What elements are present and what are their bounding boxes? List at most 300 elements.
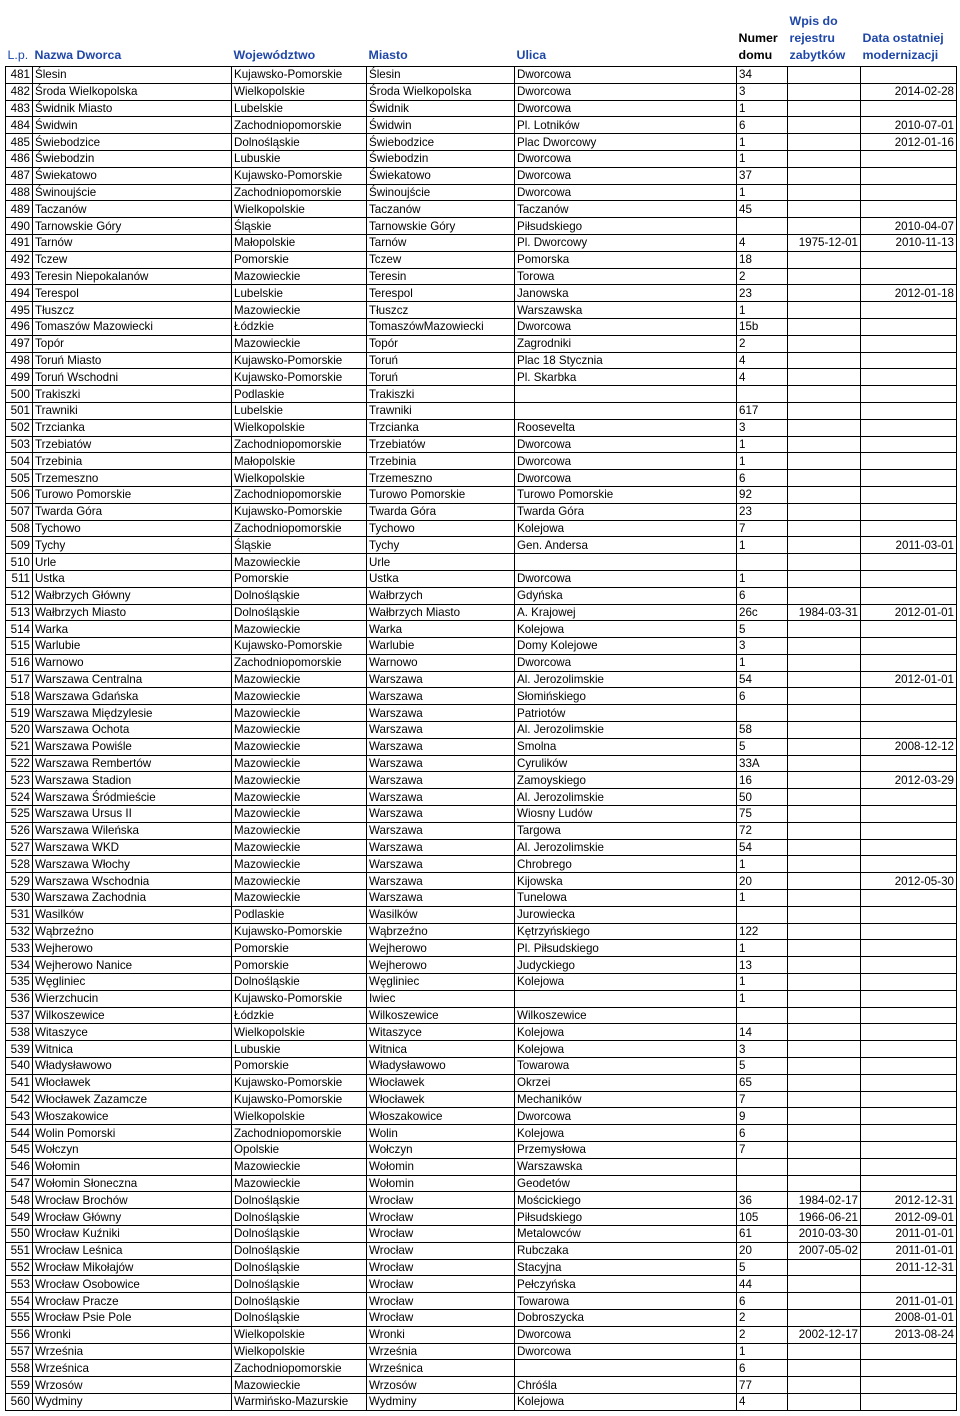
cell-wojewodztwo: Mazowieckie (232, 738, 367, 755)
cell-wpis-do-rejestru (788, 335, 861, 352)
cell-nazwa-dworca: Tarnów (33, 234, 232, 251)
cell-ulica: Kijowska (515, 873, 737, 890)
cell-miasto: Wronki (367, 1326, 515, 1343)
cell-lp: 554 (6, 1293, 33, 1310)
cell-data-modernizacji (861, 470, 957, 487)
cell-wojewodztwo: Kujawsko-Pomorskie (232, 638, 367, 655)
cell-wpis-do-rejestru (788, 822, 861, 839)
cell-data-modernizacji (861, 990, 957, 1007)
cell-ulica: Dworcowa (515, 570, 737, 587)
cell-miasto: Warszawa (367, 839, 515, 856)
cell-miasto: Wołczyn (367, 1142, 515, 1159)
cell-wojewodztwo: Mazowieckie (232, 856, 367, 873)
cell-data-modernizacji (861, 1343, 957, 1360)
cell-ulica: Gen. Andersa (515, 537, 737, 554)
cell-miasto: Warszawa (367, 806, 515, 823)
cell-data-modernizacji (861, 906, 957, 923)
cell-lp: 484 (6, 117, 33, 134)
cell-wpis-do-rejestru (788, 1007, 861, 1024)
cell-lp: 499 (6, 369, 33, 386)
cell-ulica: Patriotów (515, 705, 737, 722)
table-row (6, 218, 957, 235)
table-row (6, 806, 957, 823)
cell-wojewodztwo: Mazowieckie (232, 839, 367, 856)
cell-wpis-do-rejestru (788, 1343, 861, 1360)
cell-lp: 539 (6, 1041, 33, 1058)
cell-miasto: Trzebiatów (367, 436, 515, 453)
cell-numer-domu: 45 (737, 201, 788, 218)
cell-ulica: Kętrzyńskiego (515, 923, 737, 940)
cell-numer-domu: 36 (737, 1192, 788, 1209)
cell-miasto: Wydminy (367, 1393, 515, 1410)
cell-lp: 491 (6, 234, 33, 251)
cell-nazwa-dworca: Warka (33, 621, 232, 638)
cell-nazwa-dworca: Witaszyce (33, 1024, 232, 1041)
cell-lp: 495 (6, 302, 33, 319)
table-row (6, 1242, 957, 1259)
cell-data-modernizacji: 2010-11-13 (861, 234, 957, 251)
cell-data-modernizacji: 2012-09-01 (861, 1209, 957, 1226)
table-row (6, 1309, 957, 1326)
table-row (6, 755, 957, 772)
cell-ulica: Twarda Góra (515, 503, 737, 520)
header-nazwa-dworca: Nazwa Dworca (34, 48, 122, 62)
cell-lp: 488 (6, 184, 33, 201)
cell-numer-domu: 18 (737, 251, 788, 268)
cell-miasto: Iwiec (367, 990, 515, 1007)
cell-nazwa-dworca: Witnica (33, 1041, 232, 1058)
cell-lp: 519 (6, 705, 33, 722)
cell-wpis-do-rejestru (788, 1276, 861, 1293)
cell-miasto: Wejherowo (367, 957, 515, 974)
cell-nazwa-dworca: Wrocław Brochów (33, 1192, 232, 1209)
cell-wpis-do-rejestru: 2002-12-17 (788, 1326, 861, 1343)
cell-data-modernizacji (861, 1007, 957, 1024)
cell-wojewodztwo: Kujawsko-Pomorskie (232, 167, 367, 184)
cell-wojewodztwo: Wielkopolskie (232, 83, 367, 100)
cell-numer-domu (737, 1158, 788, 1175)
cell-data-modernizacji (861, 453, 957, 470)
cell-miasto: Trzebinia (367, 453, 515, 470)
cell-wojewodztwo: Mazowieckie (232, 772, 367, 789)
cell-wojewodztwo: Kujawsko-Pomorskie (232, 923, 367, 940)
cell-ulica: Kolejowa (515, 1041, 737, 1058)
cell-data-modernizacji: 2012-12-31 (861, 1192, 957, 1209)
cell-wojewodztwo: Mazowieckie (232, 1158, 367, 1175)
cell-lp: 505 (6, 470, 33, 487)
cell-miasto: Wrocław (367, 1309, 515, 1326)
cell-ulica: Dworcowa (515, 654, 737, 671)
cell-wojewodztwo: Kujawsko-Pomorskie (232, 503, 367, 520)
cell-numer-domu: 122 (737, 923, 788, 940)
table-row (6, 1393, 957, 1410)
cell-ulica: Al. Jerozolimskie (515, 789, 737, 806)
cell-miasto: Tychowo (367, 520, 515, 537)
cell-wpis-do-rejestru (788, 772, 861, 789)
cell-miasto: Węgliniec (367, 974, 515, 991)
cell-data-modernizacji: 2013-08-24 (861, 1326, 957, 1343)
cell-wpis-do-rejestru (788, 537, 861, 554)
cell-wojewodztwo: Pomorskie (232, 957, 367, 974)
cell-data-modernizacji (861, 302, 957, 319)
cell-ulica: Kolejowa (515, 520, 737, 537)
cell-numer-domu: 1 (737, 940, 788, 957)
cell-lp: 509 (6, 537, 33, 554)
table-row (6, 604, 957, 621)
cell-lp: 533 (6, 940, 33, 957)
table-row (6, 638, 957, 655)
cell-ulica: Dworcowa (515, 184, 737, 201)
cell-data-modernizacji (861, 318, 957, 335)
cell-numer-domu: 26c (737, 604, 788, 621)
cell-ulica: Tunelowa (515, 890, 737, 907)
cell-nazwa-dworca: Ustka (33, 570, 232, 587)
cell-nazwa-dworca: Wasilków (33, 906, 232, 923)
cell-wpis-do-rejestru (788, 856, 861, 873)
cell-miasto: Trakiszki (367, 386, 515, 403)
table-row (6, 150, 957, 167)
cell-data-modernizacji (861, 1142, 957, 1159)
cell-wojewodztwo: Mazowieckie (232, 621, 367, 638)
cell-miasto: Warszawa (367, 688, 515, 705)
cell-wojewodztwo: Podlaskie (232, 386, 367, 403)
cell-ulica: Dworcowa (515, 470, 737, 487)
cell-miasto: Warszawa (367, 873, 515, 890)
cell-wojewodztwo: Śląskie (232, 218, 367, 235)
cell-ulica: Janowska (515, 285, 737, 302)
cell-lp: 534 (6, 957, 33, 974)
cell-ulica: Cyrulików (515, 755, 737, 772)
table-row (6, 369, 957, 386)
cell-nazwa-dworca: Tychowo (33, 520, 232, 537)
table-row (6, 1091, 957, 1108)
stations-table (5, 6, 957, 1411)
cell-data-modernizacji (861, 520, 957, 537)
cell-numer-domu: 4 (737, 352, 788, 369)
cell-miasto: Wołomin (367, 1175, 515, 1192)
cell-nazwa-dworca: Topór (33, 335, 232, 352)
cell-ulica: Mościckiego (515, 1192, 737, 1209)
cell-numer-domu: 6 (737, 587, 788, 604)
table-row (6, 940, 957, 957)
cell-lp: 482 (6, 83, 33, 100)
cell-miasto: Ślesin (367, 67, 515, 84)
cell-data-modernizacji (861, 268, 957, 285)
cell-lp: 511 (6, 570, 33, 587)
cell-nazwa-dworca: Wołomin Słoneczna (33, 1175, 232, 1192)
header-data-modernizacji: Data ostatniej modernizacji (862, 31, 944, 62)
cell-wpis-do-rejestru (788, 218, 861, 235)
cell-miasto: Warszawa (367, 671, 515, 688)
cell-nazwa-dworca: Włoszakowice (33, 1108, 232, 1125)
cell-wojewodztwo: Opolskie (232, 1142, 367, 1159)
cell-numer-domu: 1 (737, 150, 788, 167)
cell-ulica: Mechaników (515, 1091, 737, 1108)
cell-lp: 508 (6, 520, 33, 537)
cell-numer-domu: 77 (737, 1377, 788, 1394)
cell-wojewodztwo: Łódzkie (232, 318, 367, 335)
cell-miasto: Toruń (367, 352, 515, 369)
cell-wpis-do-rejestru (788, 268, 861, 285)
cell-lp: 525 (6, 806, 33, 823)
cell-wojewodztwo: Dolnośląskie (232, 1209, 367, 1226)
cell-numer-domu: 65 (737, 1074, 788, 1091)
cell-wojewodztwo: Lubuskie (232, 1041, 367, 1058)
table-row (6, 117, 957, 134)
table-row (6, 1225, 957, 1242)
cell-wojewodztwo: Pomorskie (232, 940, 367, 957)
cell-wojewodztwo: Pomorskie (232, 251, 367, 268)
cell-data-modernizacji (861, 722, 957, 739)
cell-ulica: Kolejowa (515, 1024, 737, 1041)
cell-wojewodztwo: Pomorskie (232, 1058, 367, 1075)
cell-miasto: Świdnik (367, 100, 515, 117)
cell-ulica: Warszawska (515, 302, 737, 319)
cell-miasto: Tarnów (367, 234, 515, 251)
cell-numer-domu: 44 (737, 1276, 788, 1293)
cell-nazwa-dworca: Warszawa Gdańska (33, 688, 232, 705)
cell-nazwa-dworca: Toruń Wschodni (33, 369, 232, 386)
header-numer-domu: Numer domu (738, 31, 778, 62)
cell-numer-domu: 2 (737, 1326, 788, 1343)
cell-lp: 521 (6, 738, 33, 755)
cell-lp: 506 (6, 486, 33, 503)
cell-miasto: Warszawa (367, 755, 515, 772)
cell-lp: 493 (6, 268, 33, 285)
cell-numer-domu: 3 (737, 83, 788, 100)
cell-numer-domu: 72 (737, 822, 788, 839)
cell-nazwa-dworca: Wałbrzych Miasto (33, 604, 232, 621)
cell-ulica: Smolna (515, 738, 737, 755)
cell-lp: 485 (6, 134, 33, 151)
cell-wojewodztwo: Mazowieckie (232, 335, 367, 352)
cell-wpis-do-rejestru (788, 1041, 861, 1058)
cell-ulica: Taczanów (515, 201, 737, 218)
cell-wojewodztwo: Kujawsko-Pomorskie (232, 67, 367, 84)
cell-miasto: Wasilków (367, 906, 515, 923)
cell-miasto: Wałbrzych (367, 587, 515, 604)
cell-nazwa-dworca: Warnowo (33, 654, 232, 671)
cell-data-modernizacji (861, 1024, 957, 1041)
cell-miasto: Warszawa (367, 722, 515, 739)
cell-nazwa-dworca: Tychy (33, 537, 232, 554)
cell-ulica: Stacyjna (515, 1259, 737, 1276)
cell-data-modernizacji (861, 486, 957, 503)
cell-wojewodztwo: Dolnośląskie (232, 1242, 367, 1259)
cell-data-modernizacji (861, 705, 957, 722)
cell-data-modernizacji (861, 1058, 957, 1075)
cell-wojewodztwo: Wielkopolskie (232, 1326, 367, 1343)
cell-wpis-do-rejestru (788, 1309, 861, 1326)
table-row (6, 1142, 957, 1159)
cell-wpis-do-rejestru (788, 755, 861, 772)
cell-wpis-do-rejestru (788, 134, 861, 151)
cell-data-modernizacji (861, 570, 957, 587)
cell-wojewodztwo: Zachodniopomorskie (232, 184, 367, 201)
table-row (6, 1007, 957, 1024)
cell-lp: 490 (6, 218, 33, 235)
cell-ulica: Dworcowa (515, 167, 737, 184)
cell-data-modernizacji (861, 1393, 957, 1410)
cell-miasto: Teresin (367, 268, 515, 285)
cell-miasto: Świebodzice (367, 134, 515, 151)
cell-ulica (515, 554, 737, 571)
cell-nazwa-dworca: Środa Wielkopolska (33, 83, 232, 100)
cell-ulica: Plac 18 Stycznia (515, 352, 737, 369)
cell-lp: 541 (6, 1074, 33, 1091)
cell-nazwa-dworca: Świebodzice (33, 134, 232, 151)
cell-numer-domu: 14 (737, 1024, 788, 1041)
cell-wojewodztwo: Śląskie (232, 537, 367, 554)
cell-ulica: Geodetów (515, 1175, 737, 1192)
table-row (6, 302, 957, 319)
cell-data-modernizacji: 2012-01-18 (861, 285, 957, 302)
cell-miasto: Wrocław (367, 1192, 515, 1209)
cell-nazwa-dworca: Wrocław Leśnica (33, 1242, 232, 1259)
cell-miasto: Topór (367, 335, 515, 352)
cell-wpis-do-rejestru (788, 722, 861, 739)
cell-wpis-do-rejestru (788, 638, 861, 655)
cell-numer-domu: 1 (737, 134, 788, 151)
cell-wojewodztwo: Kujawsko-Pomorskie (232, 369, 367, 386)
table-row (6, 1343, 957, 1360)
cell-data-modernizacji: 2012-03-29 (861, 772, 957, 789)
cell-data-modernizacji: 2010-07-01 (861, 117, 957, 134)
cell-ulica: Al. Jerozolimskie (515, 671, 737, 688)
cell-wpis-do-rejestru (788, 688, 861, 705)
cell-numer-domu: 37 (737, 167, 788, 184)
cell-wpis-do-rejestru (788, 957, 861, 974)
cell-miasto: Wrocław (367, 1209, 515, 1226)
cell-ulica: Plac Dworcowy (515, 134, 737, 151)
cell-ulica: Pl. Skarbka (515, 369, 737, 386)
cell-numer-domu: 7 (737, 520, 788, 537)
cell-wojewodztwo: Mazowieckie (232, 268, 367, 285)
cell-wojewodztwo: Pomorskie (232, 570, 367, 587)
cell-wojewodztwo: Zachodniopomorskie (232, 436, 367, 453)
cell-lp: 527 (6, 839, 33, 856)
cell-numer-domu: 6 (737, 117, 788, 134)
cell-wpis-do-rejestru (788, 184, 861, 201)
table-row (6, 134, 957, 151)
cell-nazwa-dworca: Turowo Pomorskie (33, 486, 232, 503)
cell-wpis-do-rejestru (788, 1074, 861, 1091)
cell-data-modernizacji (861, 789, 957, 806)
cell-lp: 486 (6, 150, 33, 167)
cell-wpis-do-rejestru (788, 839, 861, 856)
cell-wojewodztwo: Mazowieckie (232, 789, 367, 806)
cell-lp: 530 (6, 890, 33, 907)
cell-lp: 532 (6, 923, 33, 940)
cell-nazwa-dworca: Taczanów (33, 201, 232, 218)
cell-data-modernizacji (861, 1091, 957, 1108)
cell-miasto: Warszawa (367, 772, 515, 789)
cell-wpis-do-rejestru (788, 587, 861, 604)
cell-wpis-do-rejestru (788, 906, 861, 923)
cell-miasto: Witaszyce (367, 1024, 515, 1041)
cell-lp: 549 (6, 1209, 33, 1226)
cell-lp: 540 (6, 1058, 33, 1075)
cell-numer-domu: 58 (737, 722, 788, 739)
cell-numer-domu: 1 (737, 654, 788, 671)
cell-ulica: Turowo Pomorskie (515, 486, 737, 503)
cell-wpis-do-rejestru (788, 503, 861, 520)
cell-data-modernizacji (861, 1108, 957, 1125)
cell-ulica: Kolejowa (515, 1125, 737, 1142)
cell-miasto: Tłuszcz (367, 302, 515, 319)
cell-wojewodztwo: Dolnośląskie (232, 1225, 367, 1242)
table-row (6, 839, 957, 856)
cell-wojewodztwo: Małopolskie (232, 234, 367, 251)
cell-data-modernizacji (861, 386, 957, 403)
cell-wojewodztwo: Zachodniopomorskie (232, 1360, 367, 1377)
table-row (6, 1192, 957, 1209)
cell-lp: 501 (6, 402, 33, 419)
cell-ulica: Roosevelta (515, 419, 737, 436)
cell-lp: 494 (6, 285, 33, 302)
cell-wojewodztwo: Kujawsko-Pomorskie (232, 1074, 367, 1091)
cell-miasto: Włoszakowice (367, 1108, 515, 1125)
cell-data-modernizacji (861, 587, 957, 604)
cell-data-modernizacji (861, 1276, 957, 1293)
cell-ulica: Dworcowa (515, 100, 737, 117)
cell-data-modernizacji (861, 67, 957, 84)
cell-numer-domu (737, 705, 788, 722)
cell-numer-domu: 1 (737, 990, 788, 1007)
cell-lp: 560 (6, 1393, 33, 1410)
table-row (6, 67, 957, 84)
cell-wpis-do-rejestru: 1966-06-21 (788, 1209, 861, 1226)
cell-ulica: Okrzei (515, 1074, 737, 1091)
cell-nazwa-dworca: Warszawa Stadion (33, 772, 232, 789)
cell-nazwa-dworca: Świekatowo (33, 167, 232, 184)
cell-ulica: Towarowa (515, 1058, 737, 1075)
table-row (6, 470, 957, 487)
cell-ulica: Al. Jerozolimskie (515, 839, 737, 856)
cell-wpis-do-rejestru (788, 654, 861, 671)
cell-wojewodztwo: Mazowieckie (232, 302, 367, 319)
table-row (6, 184, 957, 201)
cell-nazwa-dworca: Świnoujście (33, 184, 232, 201)
cell-numer-domu (737, 1175, 788, 1192)
cell-nazwa-dworca: Wrocław Psie Pole (33, 1309, 232, 1326)
cell-lp: 496 (6, 318, 33, 335)
header-miasto: Miasto (368, 48, 408, 62)
cell-data-modernizacji (861, 352, 957, 369)
cell-wojewodztwo: Mazowieckie (232, 890, 367, 907)
cell-data-modernizacji (861, 1175, 957, 1192)
table-row (6, 1259, 957, 1276)
cell-wpis-do-rejestru (788, 386, 861, 403)
cell-miasto: Trawniki (367, 402, 515, 419)
cell-wpis-do-rejestru (788, 520, 861, 537)
cell-lp: 535 (6, 974, 33, 991)
cell-lp: 516 (6, 654, 33, 671)
cell-ulica: Al. Jerozolimskie (515, 722, 737, 739)
cell-lp: 483 (6, 100, 33, 117)
cell-wpis-do-rejestru (788, 369, 861, 386)
cell-nazwa-dworca: Warszawa Zachodnia (33, 890, 232, 907)
cell-numer-domu: 1 (737, 302, 788, 319)
cell-miasto: Września (367, 1343, 515, 1360)
cell-miasto: Wrocław (367, 1242, 515, 1259)
cell-wojewodztwo: Wielkopolskie (232, 1343, 367, 1360)
cell-nazwa-dworca: Warszawa Wileńska (33, 822, 232, 839)
cell-nazwa-dworca: Wolin Pomorski (33, 1125, 232, 1142)
table-row (6, 83, 957, 100)
cell-lp: 546 (6, 1158, 33, 1175)
cell-lp: 543 (6, 1108, 33, 1125)
